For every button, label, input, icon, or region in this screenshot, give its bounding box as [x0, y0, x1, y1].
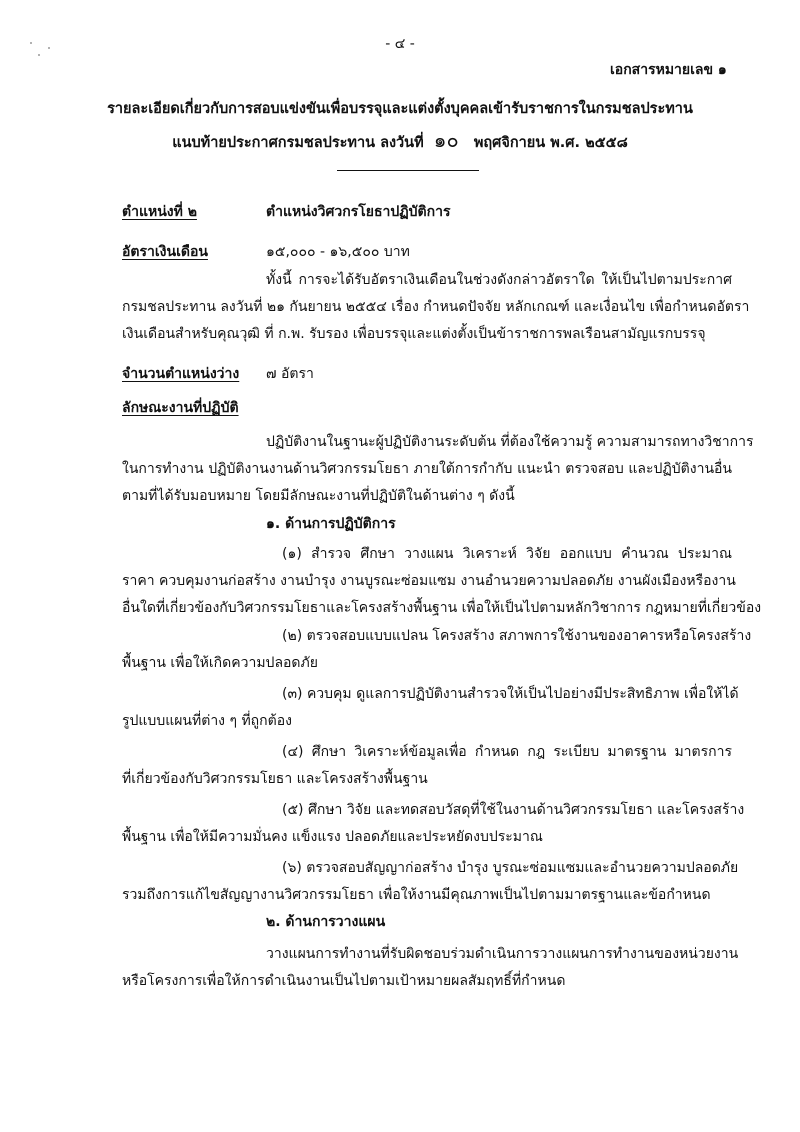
- salary-label: อัตราเงินเดือน: [122, 244, 208, 260]
- duties-intro-line: ตามที่ได้รับมอบหมาย โดยมีลักษณะงานที่ปฏิบัติในด้านต่าง ๆ ดังนี้: [122, 488, 515, 504]
- duty-item-1: (๑) สำรวจ ศึกษา วางแผน วิเคราะห์ วิจัย ออกแบบ คำนวณ ประมาณ: [282, 546, 732, 562]
- duty-item-4-cont: ที่เกี่ยวข้องกับวิศวกรรมโยธา และโครงสร้างพื้นฐาน: [122, 771, 428, 787]
- salary-note-line: ทั้งนี้ การจะได้รับอัตราเงินเดือนในช่วงดังกล่าวอัตราใด ให้เป็นไปตามประกาศ: [266, 272, 732, 288]
- duty-item-2: (๒) ตรวจสอบแบบแปลน โครงสร้าง สภาพการใช้งานของอาคารหรือโครงสร้าง: [282, 628, 752, 644]
- page-number: - ๔ -: [385, 36, 415, 52]
- section2-line: วางแผนการทำงานที่รับผิดชอบร่วมดำเนินการวางแผนการทำงานของหน่วยงาน: [266, 946, 739, 962]
- vacancies-label: จำนวนตำแหน่งว่าง: [122, 366, 240, 382]
- duties-heading: ลักษณะงานที่ปฏิบัติ: [122, 400, 239, 416]
- duty-item-6-cont: รวมถึงการแก้ไขสัญญางานวิศวกรรมโยธา เพื่อให้งานมีคุณภาพเป็นไปตามมาตรฐานและข้อกำหนด: [122, 887, 711, 903]
- duties-intro-line: ปฏิบัติงานในฐานะผู้ปฏิบัติงานระดับต้น ที่ต้องใช้ความรู้ ความสามารถทางวิชาการ: [266, 434, 754, 450]
- position-value: ตำแหน่งวิศวกรโยธาปฏิบัติการ: [266, 204, 451, 220]
- title-date-day: ๑๐: [433, 128, 459, 152]
- duty-item-5: (๕) ศึกษา วิจัย และทดสอบวัสดุที่ใช้ในงานด้านวิศวกรรมโยธา และโครงสร้าง: [282, 802, 745, 818]
- duties-intro-line: ในการทำงาน ปฏิบัติงานงานด้านวิศวกรรมโยธา ภายใต้การกำกับ แนะนำ ตรวจสอบ และปฏิบัติงานอื่น: [122, 461, 732, 477]
- salary-value: ๑๕,๐๐๐ - ๑๖,๕๐๐ บาท: [266, 244, 410, 260]
- title-separator: [337, 170, 479, 171]
- duty-item-6: (๖) ตรวจสอบสัญญาก่อสร้าง บำรุง บูรณะซ่อมแซมและอำนวยความปลอดภัย: [282, 860, 739, 876]
- position-label: ตำแหน่งที่ ๒: [122, 204, 197, 220]
- document-title-line2: [0, 128, 800, 153]
- duty-item-5-cont: พื้นฐาน เพื่อให้มีความมั่นคง แข็งแรง ปลอดภัยและประหยัดงบประมาณ: [122, 829, 543, 845]
- duty-item-2-cont: พื้นฐาน เพื่อให้เกิดความปลอดภัย: [122, 655, 318, 671]
- scan-speck: [38, 54, 40, 56]
- section2-heading: ๒. ด้านการวางแผน: [266, 914, 386, 930]
- duty-item-4: (๔) ศึกษา วิเคราะห์ข้อมูลเพื่อ กำหนด กฎ ระเบียบ มาตรฐาน มาตรการ: [282, 744, 732, 760]
- duty-item-3: (๓) ควบคุม ดูแลการปฏิบัติงานสำรวจให้เป็นไปอย่างมีประสิทธิภาพ เพื่อให้ได้: [282, 686, 739, 702]
- salary-note-line: เงินเดือนสำหรับคุณวุฒิ ที่ ก.พ. รับรอง เพื่อบรรจุและแต่งตั้งเป็นข้าราชการพลเรือนสามัญแรกบรรจุ: [122, 326, 706, 342]
- section2-line: หรือโครงการเพื่อให้การดำเนินงานเป็นไปตามเป้าหมายผลสัมฤทธิ์ที่กำหนด: [122, 973, 566, 989]
- document-title-line1: รายละเอียดเกี่ยวกับการสอบแข่งขันเพื่อบรรจุและแต่งตั้งบุคคลเข้ารับราชการในกรมชลประทาน: [107, 101, 693, 117]
- duty-item-1-cont: อื่นใดที่เกี่ยวข้องกับวิศวกรรมโยธาและโครงสร้างพื้นฐาน เพื่อให้เป็นไปตามหลักวิชาการ กฎหมายที่เกี่ยวข้อง: [122, 600, 762, 616]
- section1-heading: ๑. ด้านการปฏิบัติการ: [266, 516, 396, 532]
- duty-item-3-cont: รูปแบบแผนที่ต่าง ๆ ที่ถูกต้อง: [122, 713, 292, 729]
- document-reference: เอกสารหมายเลข ๑: [610, 62, 727, 78]
- duty-item-1-cont: ราคา ควบคุมงานก่อสร้าง งานบำรุง งานบูรณะซ่อมแซม งานอำนวยความปลอดภัย งานผังเมืองหรืองาน: [122, 573, 736, 589]
- title-date-prefix: แนบท้ายประกาศกรมชลประทาน ลงวันที่: [172, 135, 424, 151]
- salary-note-line: กรมชลประทาน ลงวันที่ ๒๑ กันยายน ๒๕๕๔ เรื่อง กำหนดปัจจัย หลักเกณฑ์ และเงื่อนไข เพื่อกำหนดอัตรา: [122, 299, 750, 315]
- title-date-suffix: พฤศจิกายน พ.ศ. ๒๕๕๘: [473, 135, 628, 151]
- vacancies-value: ๗ อัตรา: [266, 366, 314, 382]
